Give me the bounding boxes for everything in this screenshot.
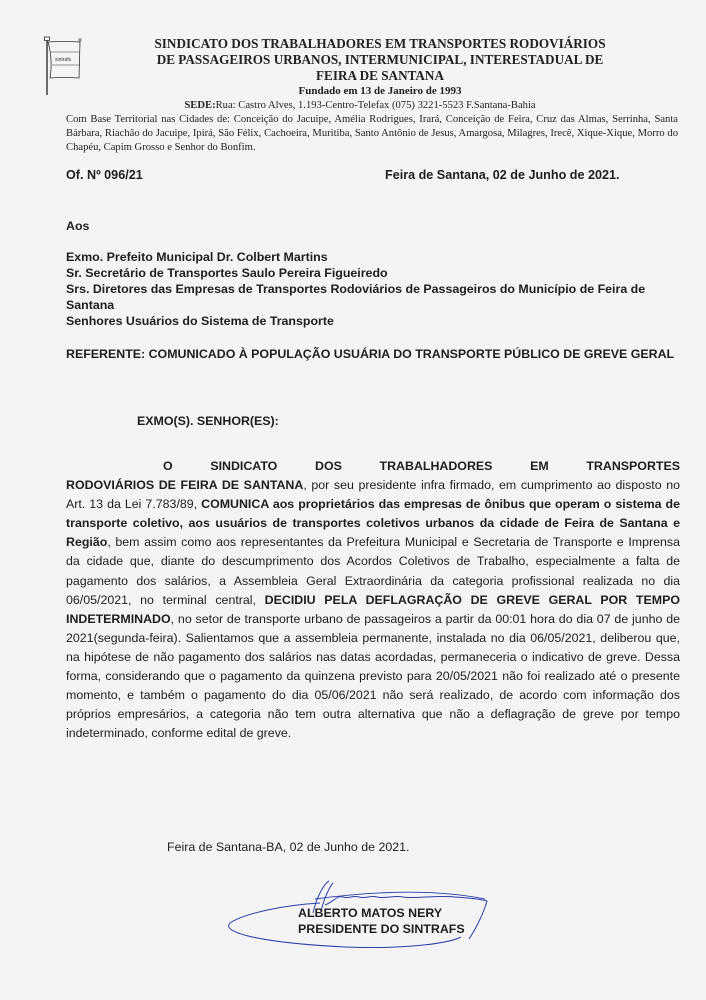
recipients-list (66, 249, 681, 329)
sede-text: Rua: Castro Alves, 1.193-Centro-Telefax (075) 3221-5523 F.Santana-Bahia (215, 100, 536, 111)
founded-date: Fundado em 13 de Janeiro de 1993 (298, 85, 462, 97)
union-name-line-2: DE PASSAGEIROS URBANOS, INTERMUNICIPAL, INTERESTADUAL DE (156, 52, 604, 67)
body-text: , no setor de transporte urbano de passageiros a partir da 00:01 hora do dia 07 de junho de 2021(segunda-feira). Salientamos que a assembleia permanente, instalada no dia 06/05/2021, deliberou que, na hipótese de não pagamento dos salários nas datas acordadas, permaneceria o indicativo de greve. Dessa forma, considerando que o pagamento da quinzena previsto para 20/05/2021 não foi realizado até o presente momento, e também o pagamento do dia 05/06/2021 não será realizado, de acordo com informação dos próprios empresários, a categoria não tem outra alternativa que não a deflagração de greve por tempo indeterminado, conforme edital de greve. (66, 611, 680, 741)
body-bold-union: RODOVIÁRIOS DE FEIRA DE SANTANA (66, 478, 304, 493)
closing-place-date: Feira de Santana-BA, 02 de Junho de 2021. (167, 840, 410, 854)
recipient: Sr. Secretário de Transportes Saulo Pereira Figueiredo (66, 266, 388, 280)
union-name-line-3: FEIRA DE SANTANA (316, 68, 444, 83)
salutation: EXMO(S). SENHOR(ES): (137, 414, 279, 428)
body-word: DOS (315, 459, 342, 473)
body-paragraph (66, 476, 680, 743)
union-name-line-1: SINDICATO DOS TRABALHADORES EM TRANSPORTES RODOVIÁRIOS (154, 36, 606, 51)
sintrafs-flag-logo-icon (44, 36, 84, 96)
body-word: SINDICATO (210, 459, 278, 473)
territorial-base: Com Base Territorial nas Cidades de: Conceição do Jacuipe, Amélia Rodrigues, Irará, Conceição de Feira, Cruz das Almas, Serrinha, Santa Bárbara, Riachão do Jacuipe, Ipirá, São Félix, Cachoeira, Muritiba, Santo Antônio de Jesus, Amargosa, Milagres, Irecê, Xique-Xique, Morro do Chapéu, Capim Grosso e Senhor do Bonfim. (66, 114, 678, 153)
recipient: Exmo. Prefeito Municipal Dr. Colbert Martins (66, 250, 328, 264)
body-word: O (163, 459, 173, 473)
headquarters-address (90, 100, 630, 111)
letter-place-date: Feira de Santana, 02 de Junho de 2021. (385, 168, 620, 182)
body-word: EM (530, 459, 549, 473)
recipients-label: Aos (66, 219, 90, 233)
reference-subject: REFERENTE: COMUNICADO À POPULAÇÃO USUÁRIA DO TRANSPORTE PÚBLICO DE GREVE GERAL (66, 347, 675, 361)
recipient: Senhores Usuários do Sistema de Transporte (66, 314, 334, 328)
signatory (298, 905, 465, 937)
signatory-title: PRESIDENTE DO SINTRAFS (298, 922, 465, 936)
recipient: Srs. Diretores das Empresas de Transportes Rodoviários de Passageiros do Município de Feira de Santana (66, 282, 646, 312)
letter-number: Of. Nº 096/21 (66, 168, 143, 182)
body-word: TRABALHADORES (379, 459, 493, 473)
signatory-name: ALBERTO MATOS NERY (298, 906, 443, 920)
letter-body (66, 457, 680, 743)
body-text: , bem assim como aos representantes da Prefeitura Municipal e Secretaria de Transporte e Imprensa da cidade que, diante do descumprimento dos Acordos Coletivos de Trabalho, especialmente a falta de pagamento dos salários, a Assembleia Geral Extraordinária da categoria profissional realizada no dia 06/05/2021, no terminal central, (66, 535, 680, 607)
body-word: TRANSPORTES (586, 459, 680, 473)
body-bold-strike-decision: DECIDIU PELA DEFLAGRAÇÃO DE GREVE GERAL POR TEMPO INDETERMINADO (66, 592, 680, 626)
sede-label: SEDE: (184, 100, 216, 111)
logo-text: sintrafs (55, 57, 72, 63)
body-text: , por seu presidente infra firmado, em cumprimento ao disposto no Art. 13 da Lei 7.783/89, (66, 478, 680, 512)
body-bold-communicates: COMUNICA aos proprietários das empresas de ônibus que operam o sistema de transporte coletivo, aos usuários de transportes coletivos urbanos da cidade de Feira de Santana e Região (66, 497, 680, 550)
body-first-line (66, 457, 680, 476)
